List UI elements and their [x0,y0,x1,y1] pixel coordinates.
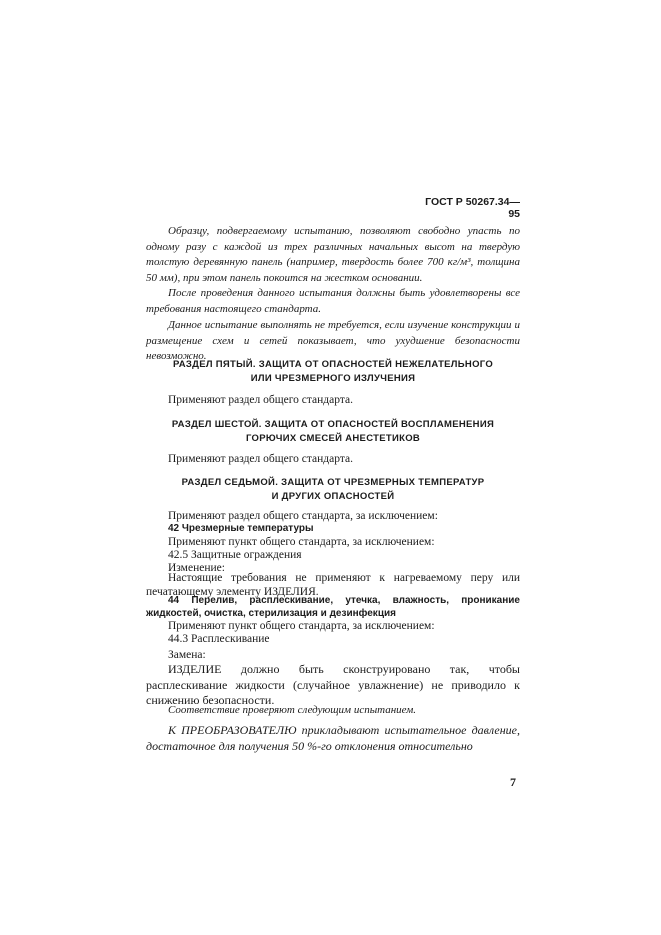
document-code: ГОСТ Р 50267.34—95 [425,196,520,220]
section-5-title-line1: РАЗДЕЛ ПЯТЫЙ. ЗАЩИТА ОТ ОПАСНОСТЕЙ НЕЖЕЛАТЕЛЬНОГО [172,359,494,370]
section-6-heading [146,418,520,446]
test-requirement-paragraph: После проведения данного испытания должны быть удовлетворены все требования настоящего стандарта. [146,287,520,315]
drop-test-paragraph: Образцу, подвергаемому испытанию, позволяют свободно упасть по одному разу с каждой из трех различных начальных высот на твердую толстую деревянную панель (например, твердость более 700 кг/м³, толщина 50 мм), при этом панель покоится на жестком основании. [146,225,520,284]
section-5-title-line2: ИЛИ ЧРЕЗМЕРНОГО ИЗЛУЧЕНИЯ [250,373,416,384]
clause-42-heading: 42 Чрезмерные температуры [168,523,314,534]
clause-44-intro: Применяют пункт общего стандарта, за исключением: [168,620,435,632]
clause-44-3-heading: 44.3 Расплескивание [168,633,270,645]
replacement-label: Замена: [168,649,206,661]
change-label: Изменение: [168,562,225,574]
clause-42-5-text: Настоящие требования не применяют к нагреваемому перу или печатающему элементу ИЗДЕЛИЯ. [146,572,520,598]
section-7-intro: Применяют раздел общего стандарта, за исключением: [168,510,438,522]
section-7-title-line2: И ДРУГИХ ОПАСНОСТЕЙ [271,491,395,502]
test-exemption-paragraph: Данное испытание выполнять не требуется, если изучение конструкции и размещение схем и сетей показывает, что ухудшение безопасности невозможно. [146,319,520,362]
section-5-heading [146,358,520,386]
section-5-body: Применяют раздел общего стандарта. [168,394,353,406]
section-6-body: Применяют раздел общего стандарта. [168,453,353,465]
clause-42-intro: Применяют пункт общего стандарта, за исключением: [168,536,435,548]
clause-44-3-text: ИЗДЕЛИЕ должно быть сконструировано так, чтобы расплескивание жидкости (случайное увлажнение) не приводило к снижению безопасности. [146,662,520,707]
page-number: 7 [510,775,516,789]
section-6-title-line2: ГОРЮЧИХ СМЕСЕЙ АНЕСТЕТИКОВ [245,433,421,444]
clause-42-5-heading: 42.5 Защитные ограждения [168,549,302,561]
compliance-note: Соответствие проверяют следующим испытанием. [168,704,417,716]
clause-44-heading: 44 Перелив, расплескивание, утечка, влажность, проникание жидкостей, очистка, стерилизация и дезинфекция [146,595,520,619]
section-6-title-line1: РАЗДЕЛ ШЕСТОЙ. ЗАЩИТА ОТ ОПАСНОСТЕЙ ВОСПЛАМЕНЕНИЯ [171,419,495,430]
transducer-test-paragraph: К ПРЕОБРАЗОВАТЕЛЮ прикладывают испытательное давление, достаточное для получения 50 %-го отклонения относительно [146,723,520,753]
section-7-title-line1: РАЗДЕЛ СЕДЬМОЙ. ЗАЩИТА ОТ ЧРЕЗМЕРНЫХ ТЕМПЕРАТУР [181,477,485,488]
section-7-heading [146,476,520,504]
